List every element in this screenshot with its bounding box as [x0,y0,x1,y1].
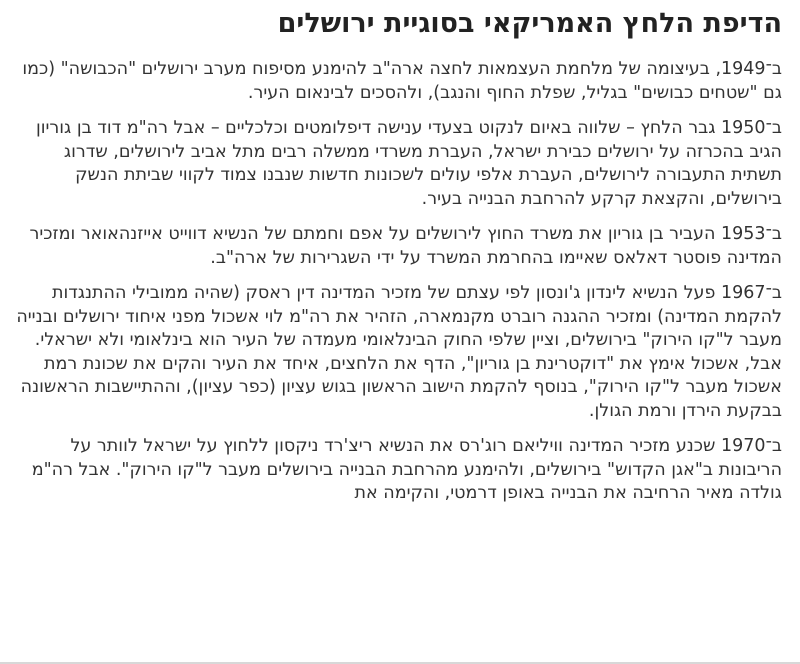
paragraph-1967: ב־1967 פעל הנשיא לינדון ג'ונסון לפי עצתם של מזכיר המדינה דין ראסק (שהיה ממובילי ההתנגדות להקמת המדינה) ומזכיר ההגנה רוברט מקנמארה, הזהיר את רה"מ לוי אשכול מפני איחוד ירושלים ובנייה מעבר ל"קו הירוק" בירושלים, וציין שלפי החוק הבינלאומי מעמדה של העיר הוא בינלאומי ולא ישראלי. אבל, אשכול אימץ את "דוקטרינת בן גוריון", הדף את הלחצים, איחד את העיר והקים את שכונת רמת אשכול מעבר ל"קו הירוק", בנוסף להקמת הישוב הראשון בגוש עציון (כפר עציון), וההתיישבות הראשונה בבקעת הירדן ורמת הגולן. [16,283,782,421]
paragraph-1970: ב־1970 שכנע מזכיר המדינה וויליאם רוג'רס את הנשיא ריצ'רד ניקסון ללחוץ על ישראל לוותר על הריבונות ב"אגן הקדוש" בירושלים, ולהימנע מהרחבת הבנייה בירושלים מעבר ל"קו הירוק". אבל רה"מ גולדה מאיר הרחיבה את הבנייה באופן דרמטי, והקימה את [31,436,782,503]
article-title: הדיפת הלחץ האמריקאי בסוגיית ירושלים [277,8,782,39]
paragraph-1950: ב־1950 גבר הלחץ – שלווה באיום לנקוט בצעדי ענישה דיפלומטים וכלכליים – אבל רה"מ דוד בן גוריון הגיב בהכרזה על ירושלים כבירת ישראל, העברת משרדי ממשלה רבים מתל אביב לירושלים, שדרוג תשתית התעבורה לירושלים, העברת אלפי עולים לשכונות חדשות שנבנו צמוד לקווי שביתת הנשק בירושלים, והקצאת קרקע להרחבת הבנייה בעיר. [35,118,782,209]
paragraph-1953: ב־1953 העביר בן גוריון את משרד החוץ לירושלים על אפם וחמתם של הנשיא דווייט אייזנהאואר ומזכיר המדינה פוסטר דאלאס שאיימו בהחרמת המשרד על ידי השגרירות של ארה"ב. [29,224,782,268]
article-body [14,58,782,506]
paragraph-1949: ב־1949, בעיצומה של מלחמת העצמאות לחצה ארה"ב להימנע מסיפוח מערב ירושלים "הכבושה" (כמו גם "שטחים כבושים" בגליל, שפלת החוף והנגב), ולהסכים לבינאום העיר. [22,59,782,103]
